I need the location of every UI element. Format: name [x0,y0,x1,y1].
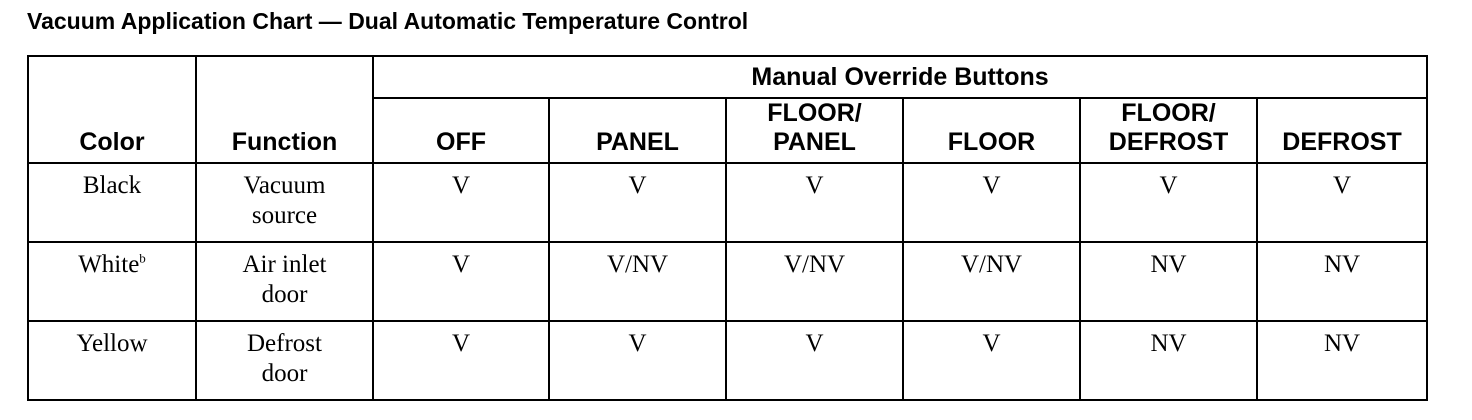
cell-value: V [903,163,1080,242]
row-color: Black [28,163,196,242]
table-row [28,242,1427,321]
header-color: Color [28,56,196,163]
cell-value: V [373,163,549,242]
cell-value: V [373,242,549,321]
vacuum-application-table [27,55,1428,401]
row-function: Air inlet door [196,242,373,321]
header-button-defrost: DEFROST [1257,98,1427,163]
chart-title: Vacuum Application Chart — Dual Automatic Temperature Control [27,8,749,34]
header-button-off: OFF [373,98,549,163]
cell-value: V [1257,163,1427,242]
header-manual-override-buttons: Manual Override Buttons [373,56,1427,98]
cell-value: V/NV [549,242,726,321]
header-button-floor-panel: FLOOR/ PANEL [726,98,903,163]
row-function: Defrost door [196,321,373,400]
cell-value: NV [1080,321,1257,400]
cell-value: V [549,321,726,400]
row-color: Yellow [28,321,196,400]
cell-value: V/NV [903,242,1080,321]
table-row [28,163,1427,242]
row-color: White$^b$ [28,242,196,321]
cell-value: V [373,321,549,400]
cell-value: V [549,163,726,242]
header-button-floor-defrost: FLOOR/ DEFROST [1080,98,1257,163]
cell-value: V [1080,163,1257,242]
table-row [28,321,1427,400]
footnote-marker: b [139,250,146,266]
header-button-floor: FLOOR [903,98,1080,163]
cell-value: NV [1257,242,1427,321]
cell-value: V [726,321,903,400]
cell-value: V [726,163,903,242]
cell-value: V [903,321,1080,400]
cell-value: NV [1257,321,1427,400]
header-button-panel: PANEL [549,98,726,163]
cell-value: V/NV [726,242,903,321]
cell-value: NV [1080,242,1257,321]
row-function: Vacuum source [196,163,373,242]
header-function: Function [196,56,373,163]
